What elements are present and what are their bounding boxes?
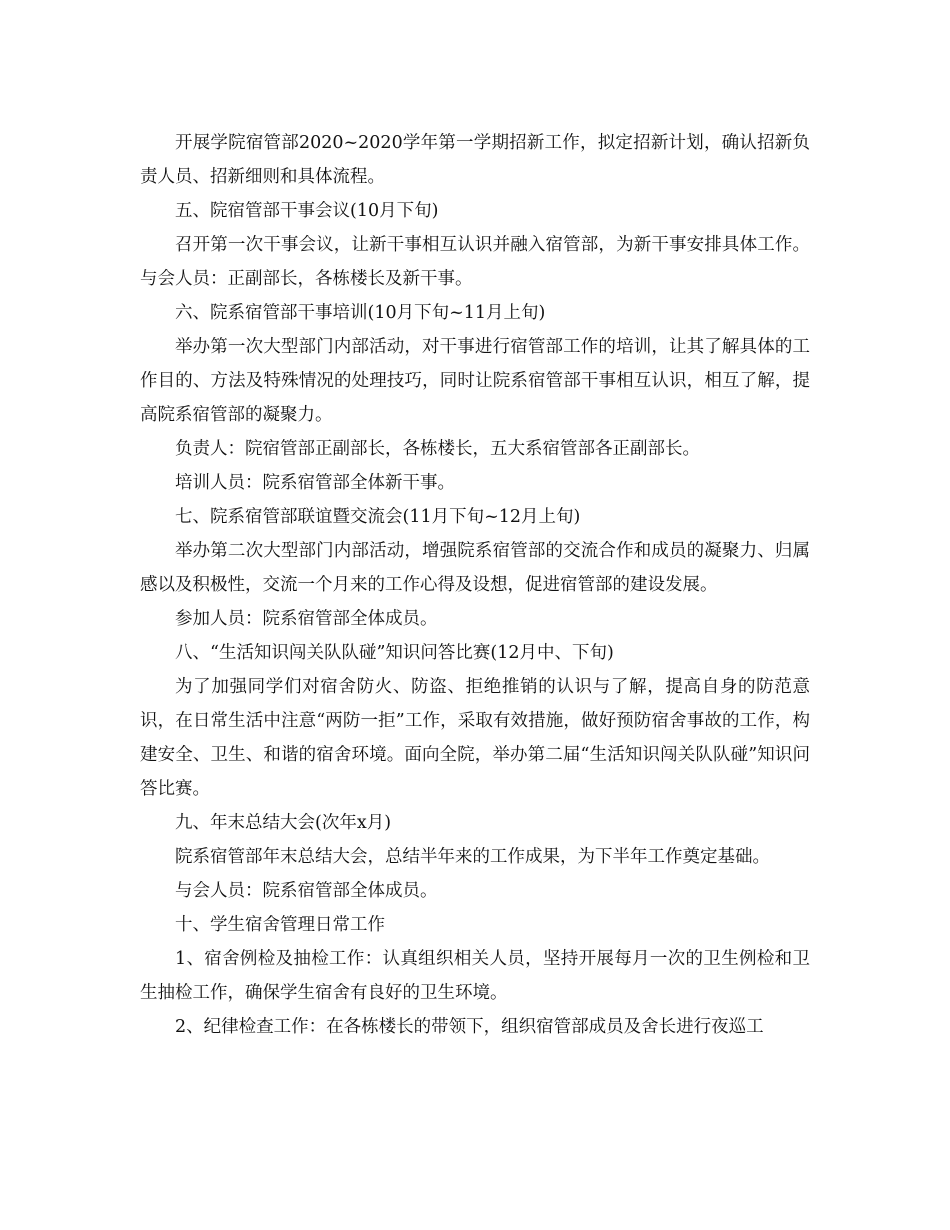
paragraph-officer-meeting: 召开第一次干事会议，让新干事相互认识并融入宿管部，为新干事安排具体工作。与会人员：正副部长，各栋楼长及新干事。 [140,235,810,289]
paragraph-year-end-participants: 与会人员：院系宿管部全体成员。 [175,881,438,901]
paragraph-training-leaders: 负责人：院宿管部正副部长，各栋楼长，五大系宿管部各正副部长。 [175,439,700,459]
paragraph-training-participants: 培训人员：院系宿管部全体新干事。 [175,473,455,493]
paragraph-dorm-inspection: 1、宿舍例检及抽检工作：认真组织相关人员，坚持开展每月一次的卫生例检和卫生抽检工作，确保学生宿舍有良好的卫生环境。 [140,949,810,1003]
paragraph-exchange-participants: 参加人员：院系宿管部全体成员。 [175,609,438,629]
heading-officer-training: 六、院系宿管部干事培训(10月下旬~11月上旬) [175,303,546,323]
heading-daily-work: 十、学生宿舍管理日常工作 [175,915,385,935]
heading-year-end-meeting: 九、年末总结大会(次年x月) [175,813,392,833]
heading-officer-meeting: 五、院宿管部干事会议(10月下旬) [175,201,439,221]
heading-quiz-contest: 八、“生活知识闯关队队碰”知识问答比赛(12月中、下旬) [175,643,614,663]
paragraph-exchange-meeting: 举办第二次大型部门内部活动，增强院系宿管部的交流合作和成员的凝聚力、归属感以及积极性，交流一个月来的工作心得及设想，促进宿管部的建设发展。 [140,541,810,595]
paragraph-quiz-contest: 为了加强同学们对宿舍防火、防盗、拒绝推销的认识与了解，提高自身的防范意识，在日常生活中注意“两防一拒”工作，采取有效措施，做好预防宿舍事故的工作，构建安全、卫生、和谐的宿舍环境。面向全院，举办第二届“生活知识闯关队队碰”知识问答比赛。 [140,677,810,799]
document-body [140,126,810,1044]
paragraph-year-end-meeting: 院系宿管部年末总结大会，总结半年来的工作成果，为下半年工作奠定基础。 [175,847,770,867]
heading-exchange-meeting: 七、院系宿管部联谊暨交流会(11月下旬~12月上旬) [175,507,581,527]
paragraph-officer-training: 举办第一次大型部门内部活动，对干事进行宿管部工作的培训，让其了解具体的工作目的、方法及特殊情况的处理技巧，同时让院系宿管部干事相互认识，相互了解，提高院系宿管部的凝聚力。 [140,337,810,425]
paragraph-discipline-check: 2、纪律检查工作：在各栋楼长的带领下，组织宿管部成员及舍长进行夜巡工 [175,1017,764,1037]
paragraph-recruitment-plan: 开展学院宿管部2020~2020学年第一学期招新工作，拟定招新计划，确认招新负责人员、招新细则和具体流程。 [140,133,810,187]
